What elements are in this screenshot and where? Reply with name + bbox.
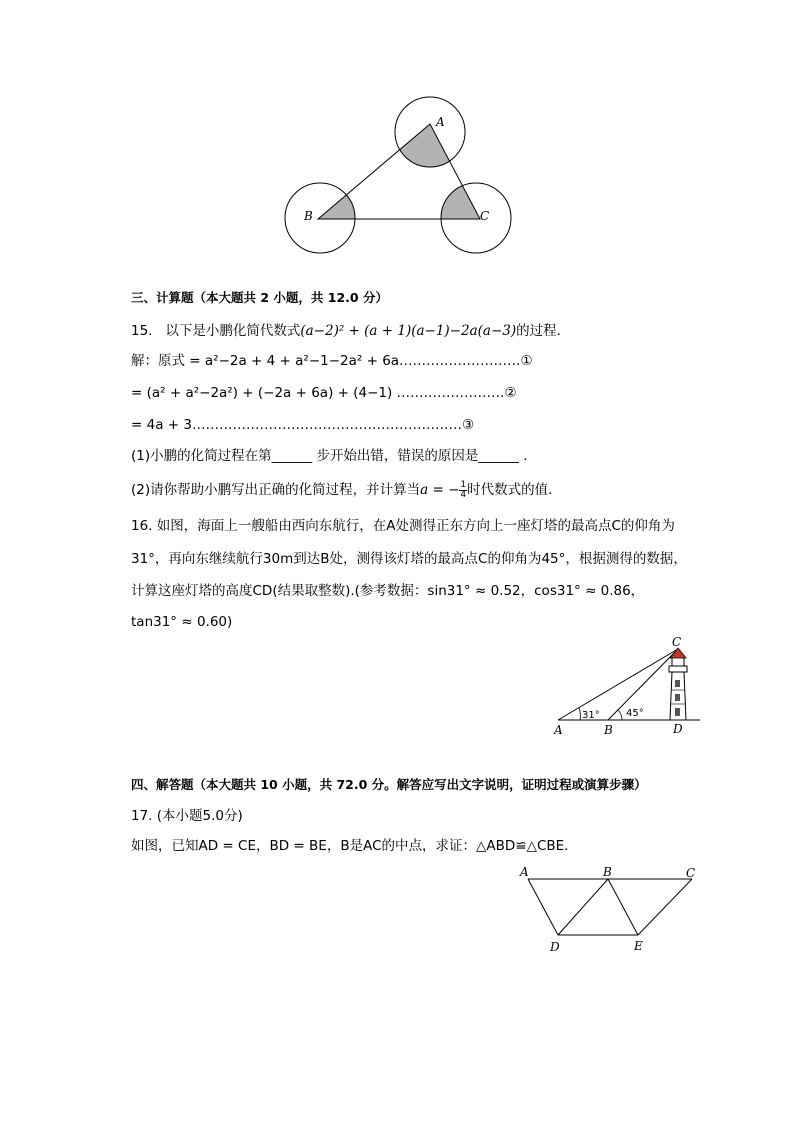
q16-line4: tan31° ≈ 0.60) (131, 614, 233, 630)
label-a: A (436, 115, 445, 129)
label-d: D (673, 722, 683, 736)
angle-arc-31 (579, 708, 580, 720)
q15-sub2-fraction (459, 481, 467, 500)
q15-sub2-a: (2)请你帮助小鹏写出正确的化简过程，并计算当 (131, 482, 421, 498)
q15-stem-tail: 的过程． (516, 323, 571, 339)
label-a: A (520, 865, 529, 879)
q16-line2: 31°，再向东继续航行30m到达B处，测得该灯塔的最高点C的仰角为45°，根据测得的数据， (131, 551, 687, 567)
q15-sub2-expr: a = − (420, 482, 460, 498)
q15-stem-text: 以下是小鹏化简代数式 (165, 323, 301, 339)
label-c: C (672, 635, 682, 649)
fraction-denominator: 4 (460, 489, 467, 500)
q15-sub2-b: 时代数式的值． (467, 482, 562, 498)
label-e: E (634, 939, 643, 953)
q15-sub1: (1)小鹏的化简过程在第______ 步开始出错，错误的原因是______ ． (131, 448, 537, 464)
label-b: B (603, 865, 612, 879)
lighthouse-icon (669, 648, 687, 720)
triangle-circles-figure (280, 92, 520, 256)
label-c: C (480, 209, 490, 223)
line-ad (528, 879, 558, 935)
q15-step2: = (a² + a²−2a²) + (−2a + 6a) + (4−1) ……………………② (131, 385, 517, 401)
q16-line1: 16. 如图，海面上一艘船由西向东航行，在A处测得正东方向上一座灯塔的最高点C的仰角为 (131, 518, 675, 534)
q15-stem-expr: (a−2)² + (a + 1)(a−1)−2a(a−3) (300, 323, 517, 339)
label-b: B (304, 209, 313, 223)
trapezoid-figure (514, 862, 704, 958)
q15-number: 15. (131, 323, 153, 339)
label-d: D (550, 940, 560, 954)
q16-line3: 计算这座灯塔的高度CD(结果取整数).(参考数据：sin31° ≈ 0.52，cos31° ≈ 0.86， (131, 583, 645, 599)
label-b: B (604, 723, 613, 737)
line-be (608, 879, 638, 935)
lighthouse-figure (550, 632, 710, 740)
q15-step1: 解：原式 = a²−2a + 4 + a²−1−2a² + 6a………………………① (131, 353, 533, 369)
angle-31-label: 31° (582, 710, 600, 721)
fraction-numerator: 1 (460, 479, 467, 490)
angle-45-label: 45° (626, 708, 644, 719)
q15-step3: = 4a + 3……………………………………………………③ (131, 417, 475, 433)
section4-heading: 四、解答题（本大题共 10 小题，共 72.0 分。解答应写出文字说明，证明过程或演算步骤） (131, 777, 647, 792)
section3-heading: 三、计算题（本大题共 2 小题，共 12.0 分） (131, 290, 388, 305)
q15-sub2 (131, 480, 562, 500)
q17-head: 17. (本小题5.0分) (131, 808, 243, 824)
angle-arc-45 (618, 710, 622, 720)
q17-text: 如图，已知AD = CE，BD = BE，B是AC的中点，求证：△ABD≌△CBE． (131, 838, 578, 854)
line-bd (558, 879, 608, 935)
label-c: C (686, 866, 696, 880)
q15-stem (131, 321, 570, 341)
line-ec (638, 879, 692, 935)
label-a: A (554, 723, 563, 737)
